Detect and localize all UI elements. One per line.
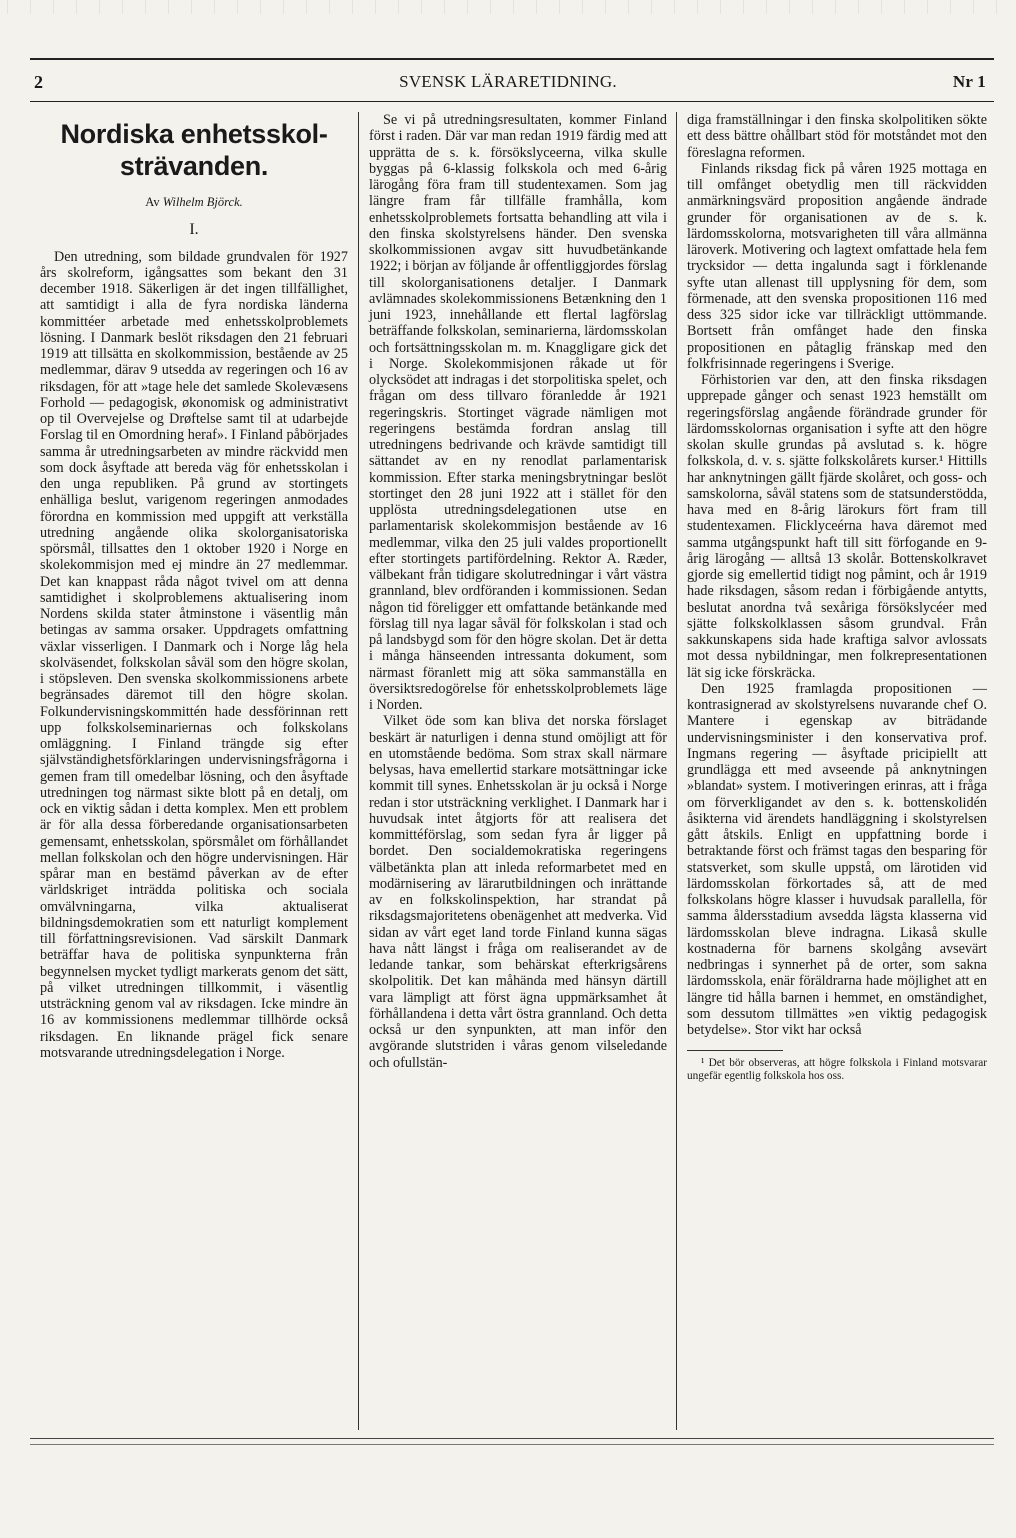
bottom-rule <box>30 1438 994 1439</box>
footnote-text: ¹ Det bör observeras, att högre folkskola i Finland motsvarar ungefär egentlig folkskola hos oss. <box>687 1057 987 1082</box>
issue-number: Nr 1 <box>952 72 986 91</box>
section-numeral: I. <box>189 221 199 239</box>
paragraph: Se vi på utredningsresultaten, kommer Finland först i raden. Där var man redan 1919 färdig med att upprätta de s. k. försökslyceerna, vilka skulle byggas på 6-klassig folkskola och med 6-årig lärogång föra fram till studentexamen. Som jag längre fram får tillfälle framhålla, kom enhetsskolproblemets fortsatta behandling att vila i den finska skolstyrelsens händer. Den svenska skolkommissionen avgav sitt huvudbetänkande 1922; i början av följande år offentliggjordes förslag till skolorganisationens detaljer. I Danmark avlämnades skolekommissionens Betænkning den 1 juni 1923, innehållande ett flertal lagförslag beträffande folkskolan, seminarierna, lärdomsskolan och fortsättningsskolan m. m. Knaggligare gick det i Norge. Skolekommisjonen råkade ut för olycksödet att indragas i det storpolitiska spelet, och frågan om dess tillvaro föranledde år 1921 regeringskris. Stortinget vägrade nämligen mot regeringens bestämda fordran anslag till utredningens bedrivande och krävde samtidigt till sättandet av en ny renodlat parlamentarisk kommission. Efter starka meningsbrytningar beslöt stortinget den 28 juni 1922 att i stället för den upplösta utredningsdelegationen utse en parlamentarisk skolekommisjon bestående av 16 medlemmar, vilka den 25 juli valdes proportionellt efter stortingets partifördelning. Rektor A. Ræder, välbekant från tidigare skolutredningar i vårt västra grannland, blev ordföranden i kommissionen. Sedan någon tid föreligger ett omfattande betänkande med förslag till nya lagar såväl för folkskolan i stad och på landsbygd som för den högre skolan. Det är detta i många hänseenden intressanta dokument, som närmast föranlett mig att söka sammanställa en översiktsredogörelse för enhetsskolproblemets läge i Norden. <box>369 112 667 713</box>
header-rule <box>30 101 994 102</box>
paragraph: diga framställningar i den finska skolpolitiken sökte ett dess bättre ohållbart stöd för motståndet mot den föreslagna reformen. <box>687 112 987 161</box>
column-1 <box>40 112 348 1061</box>
paragraph: Den utredning, som bildade grundvalen för 1927 års skolreform, igångsattes som bekant den 31 december 1918. Säkerligen är det ingen tillfällighet, att samtidigt i alla de fyra nordiska länderna kommittéer arbetade med enhetsskolproblemets lösning. I Danmark beslöt riksdagen den 21 februari 1919 att tillsätta en skolkommission, bestående av 25 medlemmar, därav 9 utsedda av regeringen och 16 av riksdagen, för att »tage hele det samlede Skolevæsens Forhold — pedagogisk, økonomisk og administrativt op til Overvejelse og Drøftelse samt til at udarbejde Forslag til en Omordning heraf». I Finland påbörjades samma år utredningsarbeten av mindre räckvidd men som dock åsyftade att bereda väg för enhetsskolan i den unga republiken. På grund av stortingets enhälliga beslut, varigenom regeringen anmodades förordna en kommission med uppgift att verkställa utredning angående olika skolorganisatoriska spörsmål, tillsattes den 1 oktober 1920 i Norge en skolekommisjon med ej mindre än 27 medlemmar. Det kan knappast råda något tvivel om att denna samtidighet i skolproblemens aktualisering inom Nordens skilda stater åtminstone i väsentlig mån betingas av samma orsaker. Uppdragets omfattning växlar visserligen. I Danmark och i Norge låg hela skolväsendet, folkskolan såväl som den högre skolan, i stöpsleven. Den svenska skolkommissionens arbete begränsades däremot till den högre skolan. Folkundervisningskommittén hade dessförinnan rett upp folkskolseminariernas och folkskolans omläggning. I Finland trängde sig efter självständighetsförklaringen undervisningsfrågorna i gemen fram till omedelbar lösning, och den åsyftade utredningen tog närmast sikte blott på en detalj, om ock en viktig sådan i detta komplex. Men ett problem är för alla dessa förberedande organisationsarbeten gemensamt, enhetsskolan, spörsmålet om förhållandet mellan folkskolan och den högre undervisningen. Här spårar man en bestämd påverkan av de efter världskriget inträdda politiska och sociala omvälvningarna, vilka aktualiserat bildningsdemokratien som ett naturligt komplement till författningsrevisionen. Vad särskilt Danmark beträffar hava de politiska synpunkterna från begynnelsen mycket tydligt markerats genom det sätt, på vilket utredningen tillkommit, i väsentlig utsträckning genom val av riksdagen. Icke mindre än 16 av kommissionens medlemmar tillhörde också riksdagen. En liknande prägel fick senare motsvarande utredningsdelegation i Norge. <box>40 248 348 1061</box>
paragraph: Vilket öde som kan bliva det norska förslaget beskärt är naturligen i denna stund omöjligt att för en utomstående bedöma. Som strax skall närmare belysas, hava emellertid starkare motsättningar icke kommit till synes. Enhetsskolan är ju också i Norge redan i stor utsträckning verklighet. I Danmark har i huvudsak intet åtgjorts för att realisera det kommittéförslag, som sedan fyra år ligger på bordet. Den socialdemokratiska regeringens välbetänkta plan att inleda reformarbetet med en modärnisering av lärarutbildningen och inrättande av en folkskolinspektion, har strandat på riksdagsmajoritetens obenägenhet att medverka. Vid sidan av vårt eget land torde Finland kunna sägas hava nått längst i fråga om realiserandet av de ledande tankar, som behärskat efterkrigsårens skolpolitik. Det kan måhända med hänsyn därtill vara lämpligt att först ägna uppmärksamhet åt förhållandena i detta vårt östra grannland. Och detta också ur den synpunkten, att man inför den avgörande slutstriden i våras genom vilseledande och ofullstän- <box>369 713 667 1071</box>
bottom-rule-2 <box>30 1444 994 1445</box>
journal-title: SVENSK LÄRARETIDNING. <box>399 72 617 91</box>
article-title-line-2: strävanden. <box>119 151 269 181</box>
paragraph: Förhistorien var den, att den finska riksdagen upprepade gånger och senast 1923 hemställt om regeringsförslag angående förändrade grunder för lärdomsskolornas organisation i syfte att den högre skolan skulle grundas på avslutad s. k. högre folkskola, d. v. s. sjätte folkskolårets kurser.¹ Hittills har anknytningen gällt fjärde skolåret, och goss- och samskolorna, såväl statens som de statsunderstödda, hava med en 8-årig lärokurs fört fram till studentexamen. Flicklyceérna hava däremot med samma utgångspunkt haft till sitt förfogande en 9-årig lärogång — alltså 13 skolår. Bottenskolkravet gjorde sig emellertid tidigt nog påmint, och år 1919 hade riksdagen, såsom redan i förbigående antytts, beslutat anordna två sexåriga försökslycéer med sjätte folkskolklassen såsom grundval. Från sakkunskapens sida hade kraftiga salvor avlossats mot dessa nybildningar, men folkrepresentationen lät sig icke förskräcka. <box>687 372 987 681</box>
byline <box>40 194 348 210</box>
column-2 <box>369 112 667 1071</box>
footnote-rule <box>687 1050 783 1051</box>
page-number: 2 <box>34 72 44 92</box>
scan-edge-noise <box>0 0 1016 14</box>
paragraph: Finlands riksdag fick på våren 1925 mottaga en till omfånget obetydlig men till räckvidden anmärkningsvärd proposition angående ändrade grunder för organisationen av de s. k. lärdomsskolorna, motsvarigheten till våra allmänna läroverk. Motivering och lagtext omfattade hela fem trycksidor — detta ingalunda sagt i förklenande syfte utan allenast till upplysning för dem, som förmenade, att den svenska propositionen 116 med dess 325 sidor icke var tillräckligt uttömmande. Bortsett från omfånget hade den finska propositionen en påtaglig fränskap med den folkfrisinnade regeringens i Sverige. <box>687 160 987 372</box>
column-3 <box>687 112 987 1082</box>
byline-prefix: Av <box>145 195 160 209</box>
column-divider-2 <box>676 112 677 1430</box>
paragraph: Den 1925 framlagda propositionen — kontrasignerad av skolstyrelsens nuvarande chef O. Mantere i egenskap av biträdande undervisningsminister i den konservativa prof. Ingmans regering — åsyftade pricipiellt att grundlägga ett med avseende på anknytningen »blandat» system. I motiveringen erinras, att i fråga om förverkligandet av den s. k. bottenskolidén åsikterna vid ärendets handläggning i skolstyrelsen gått åtskils. Enligt en uppfattning borde i betraktande först och främst tagas den besparing för statsverket, som skulle uppstå, om lärotiden vid lärdomsskolan förkortades så, att de med folkskolans högre klasser i huvudsak parallella, för samma åldersstadium avsedda lägsta klasserna vid lärdomsskolan bleve indragna. Likaså skulle kostnaderna för barnens skolgång avsevärt nedbringas i synnerhet på de orter, som sakna lärdomsskola, enär föräldrarna hade möjlighet att en längre tid hålla barnen i hemmet, en omständighet, som dessutom tillmättes »en viktig pedagogisk betydelse». Stor vikt har också <box>687 680 987 1038</box>
footnote <box>687 1057 987 1082</box>
article-title-line-1: Nordiska enhetsskol- <box>60 119 328 149</box>
column-divider-1 <box>358 112 359 1430</box>
article-title <box>40 118 348 182</box>
top-rule <box>30 58 994 60</box>
author-name: Wilhelm Björck. <box>162 195 243 209</box>
